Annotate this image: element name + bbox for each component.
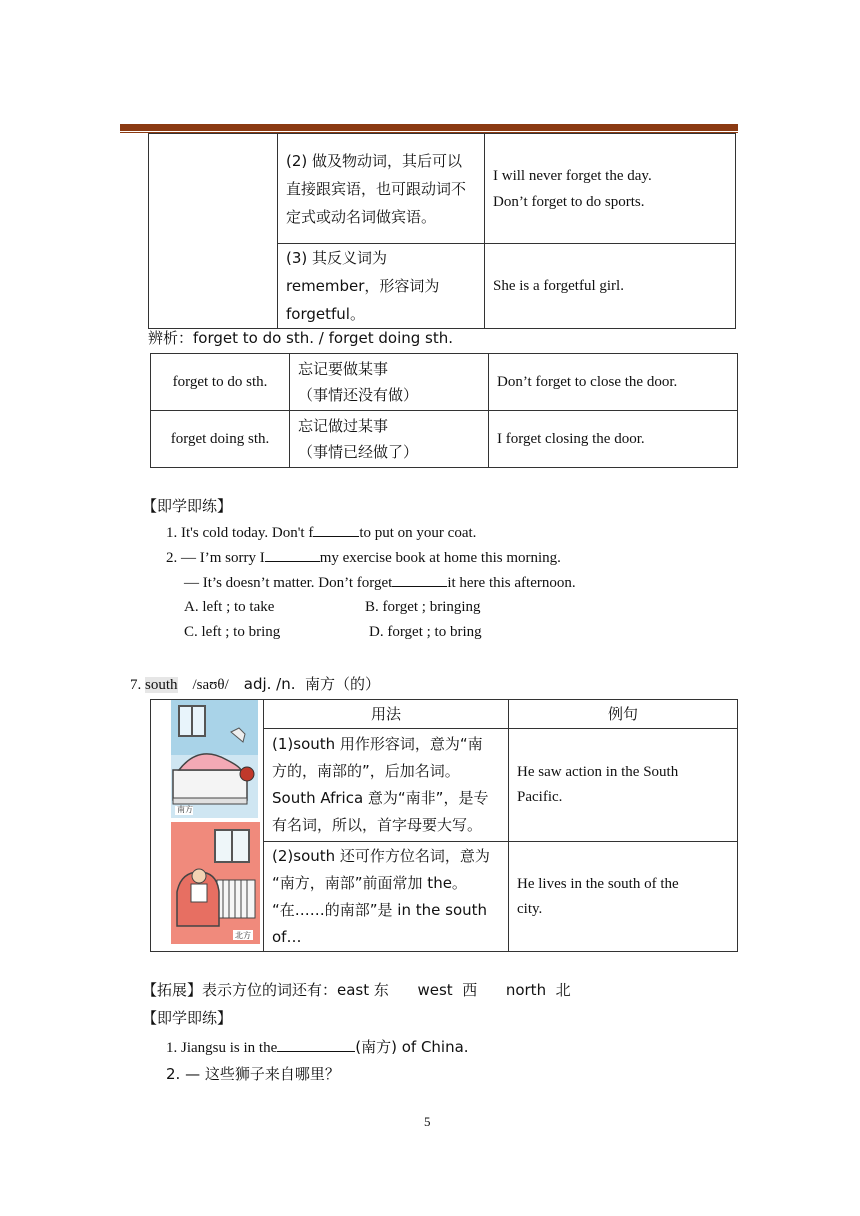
meaning-text: 忘记要做某事 [298, 360, 389, 378]
option-d: D. forget ; to bring [369, 624, 482, 640]
example-line: Pacific. [517, 789, 563, 805]
question-text: — It’s doesn’t matter. Don’t forget [184, 575, 393, 591]
usage-line: 有名词，所以，首字母要大写。 [272, 816, 483, 834]
meaning-note: （事情还没有做） [298, 386, 419, 404]
practice-question-1 [166, 522, 476, 543]
south-bedroom-image [171, 700, 258, 818]
answer-blank[interactable] [277, 1037, 355, 1052]
practice-question-2: 2. — 这些狮子来自哪里？ [166, 1065, 340, 1083]
table-row [151, 354, 738, 411]
question-text: my exercise book at home this morning. [319, 550, 561, 566]
table-row [151, 411, 738, 468]
option-a: A. left ; to take [184, 599, 275, 615]
usage-line: (1)south 用作形容词，意为“南 [272, 735, 483, 753]
distinction-title: 辨析：forget to do sth. / forget doing sth. [148, 329, 454, 347]
north-label: 北方 [235, 931, 251, 940]
entry-number: 7. [130, 677, 142, 693]
question-text: to put on your coat. [359, 525, 477, 541]
example-line: city. [517, 900, 543, 917]
distinction-table [150, 353, 738, 468]
usage-cell [264, 729, 509, 842]
practice-heading: 【即学即练】 [142, 497, 233, 515]
question-text: 1. It's cold today. Don't f [166, 525, 314, 541]
example-cell: Don’t forget to close the door. [489, 354, 738, 411]
usage-line: “南方，南部”前面常加 the。 [272, 873, 467, 892]
table-row [149, 134, 736, 244]
south-label: 南方 [177, 805, 193, 814]
meaning-cell [290, 354, 489, 411]
usage-line: South Africa 意为“南非”，是专 [272, 789, 489, 807]
example-cell [509, 842, 738, 952]
question-text: it here this afternoon. [447, 575, 576, 591]
practice-question-2b [184, 572, 576, 593]
answer-blank[interactable] [265, 547, 320, 562]
usage-line: of… [272, 927, 302, 946]
usage-cell [264, 842, 509, 952]
phrase-cell: forget doing sth. [151, 411, 290, 468]
question-text: 2. — I’m sorry I [166, 550, 265, 566]
practice-heading: 【即学即练】 [142, 1009, 233, 1027]
answer-blank[interactable] [392, 572, 447, 587]
example-cell [485, 134, 736, 244]
entry-phonetic: /saʊθ/ [192, 677, 229, 693]
header-rule [120, 124, 738, 131]
page-number: 5 [424, 1114, 431, 1129]
example-line: Don’t forget to do sports. [493, 193, 645, 210]
phrase-cell: forget to do sth. [151, 354, 290, 411]
option-b: B. forget ; bringing [365, 599, 481, 615]
question-text: 1. Jiangsu is in the [166, 1040, 278, 1056]
example-line: He lives in the south of the [517, 875, 679, 892]
example-line: I will never forget the day. [493, 167, 652, 184]
usage-line: (2)south 还可作方位名词，意为 [272, 846, 490, 865]
north-room-image [171, 822, 260, 944]
header-example: 例句 [509, 700, 738, 729]
usage-line: 方的，南部的”，后加名词。 [272, 762, 460, 780]
example-cell [509, 729, 738, 842]
meaning-text: 忘记做过某事 [298, 417, 389, 435]
entry-pos: adj. /n. 南方（的） [243, 675, 381, 693]
question-text: (南方) of China. [355, 1038, 469, 1056]
meaning-cell [290, 411, 489, 468]
entry-heading [130, 674, 380, 695]
entry-word: south [145, 677, 178, 693]
usage-cell: (2) 做及物动词，其后可以直接跟宾语，也可跟动词不定式或动名词做宾语。 [278, 134, 485, 244]
example-cell: She is a forgetful girl. [485, 244, 736, 329]
south-illustration [171, 700, 258, 818]
practice-question-1 [166, 1037, 469, 1058]
usage-cell: (3) 其反义词为remember，形容词为 forgetful。 [278, 244, 485, 329]
example-line: He saw action in the South [517, 764, 679, 780]
usage-line: “在……的南部”是 in the south [272, 900, 488, 919]
practice-question-2 [166, 547, 561, 568]
answer-blank[interactable] [313, 522, 359, 537]
north-illustration [171, 822, 260, 944]
option-c: C. left ; to bring [184, 624, 281, 640]
header-usage: 用法 [264, 700, 509, 729]
meaning-note: （事情已经做了） [298, 443, 419, 461]
expand-note: 【拓展】表示方位的词还有：east 东 west 西 north 北 [142, 981, 571, 999]
empty-cell [149, 134, 278, 329]
example-cell: I forget closing the door. [489, 411, 738, 468]
usage-table-continued [148, 133, 736, 329]
